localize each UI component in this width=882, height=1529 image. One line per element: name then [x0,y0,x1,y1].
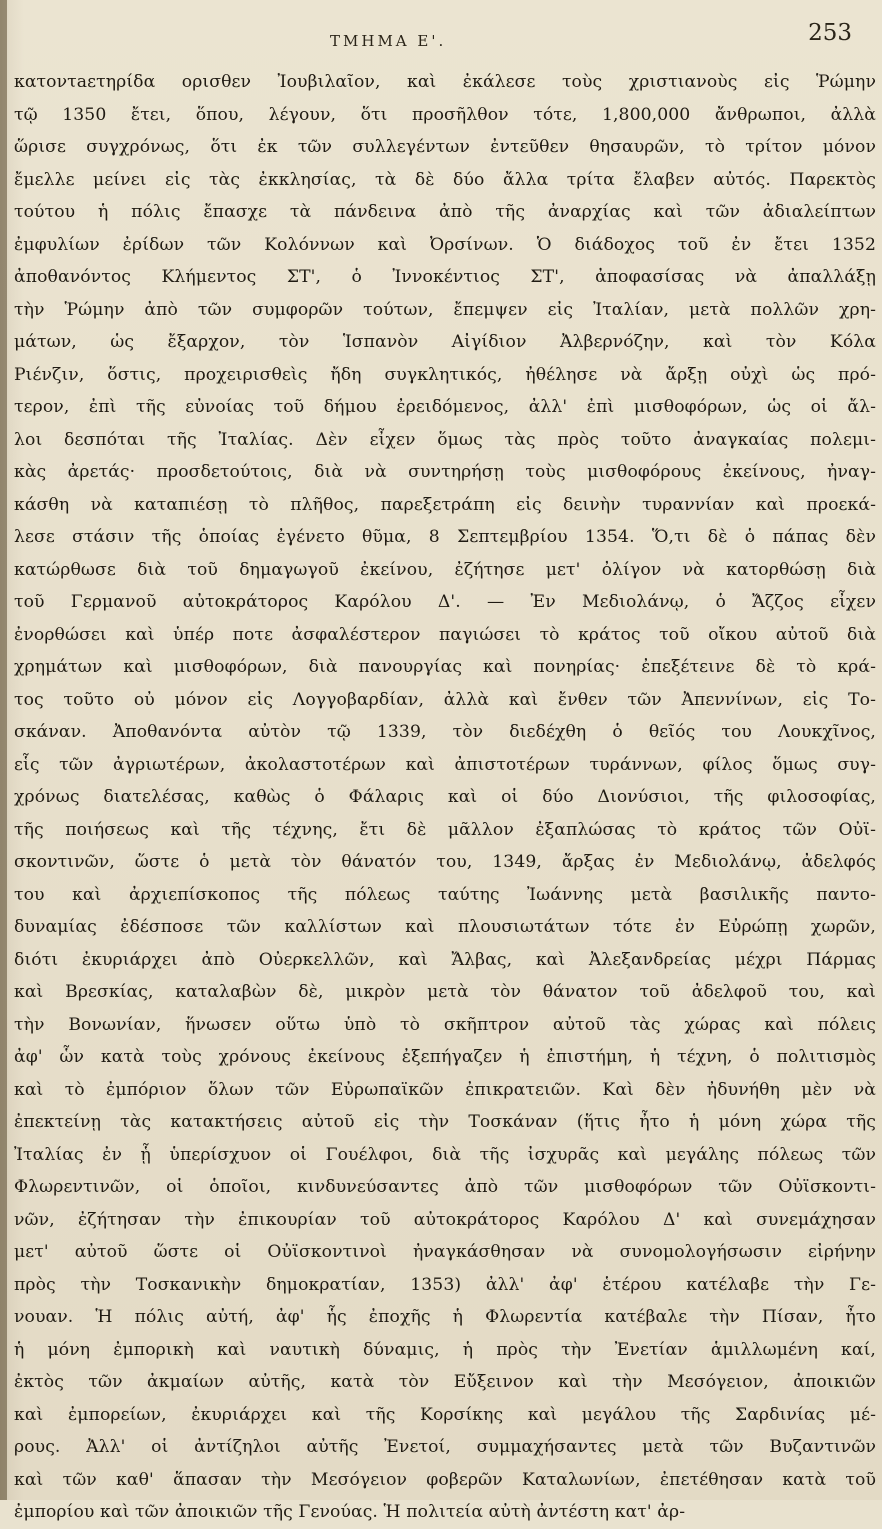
text-line: πρὸς τὴν Τοσκανικὴν δημοκρατίαν, 1353) ἀλλ' ἀφ' ἑτέρου κατέλαβε τὴν Γε- [14,1274,876,1295]
text-line: τερον, ἐπὶ τῆς εὐνοίας τοῦ δήμου ἐρειδόμενος, ἀλλ' ἐπὶ μισθοφόρων, ὡς οἱ ἄλ- [14,397,876,417]
text-line: ἐκτὸς τῶν ἀκμαίων αὐτῆς, κατὰ τὸν Εὔξεινον καὶ τὴν Μεσόγειον, ἀποικιῶν [14,1372,876,1392]
text-line: ἐμπορίου καὶ τῶν ἀποικιῶν τῆς Γενούας. Ἡ πολιτεία αὐτὴ ἀντέστη κατ' ἀρ- [14,1502,686,1522]
text-line: νουαν. Ἡ πόλις αὐτή, ἀφ' ἧς ἐποχῆς ἡ Φλωρεντία κατέβαλε τὴν Πίσαν, ἦτο [14,1307,876,1327]
text-line: λεσε στάσιν τῆς ὁποίας ἐγένετο θῦμα, 8 Σεπτεμβρίου 1354. Ὅ,τι δὲ ὁ πάπας δὲν [14,527,876,547]
text-line: καὶ ἐμπορείων, ἐκυριάρχει καὶ τῆς Κορσίκης καὶ μεγάλου τῆς Σαρδινίας μέ- [14,1404,876,1425]
text-line: λοι δεσπόται τῆς Ἰταλίας. Δὲν εἶχεν ὅμως τὰς πρὸς τοῦτο ἀναγκαίας πολεμι- [14,429,876,450]
text-line: χρημάτων καὶ μισθοφόρων, διὰ πανουργίας καὶ πονηρίας· ἐπεξέτεινε δὲ τὸ κρά- [14,657,876,677]
text-line: τῷ 1350 ἔτει, ὅπου, λέγουν, ὅτι προσῆλθον τότε, 1,800,000 ἄνθρωποι, ἀλλὰ [14,104,876,125]
text-line: τος τοῦτο οὐ μόνον εἰς Λογγοβαρδίαν, ἀλλὰ καὶ ἔνθεν τῶν Ἀπεννίνων, εἰς Το- [14,689,876,710]
text-line: δυναμίας ἐδέσποσε τῶν καλλίστων καὶ πλουσιωτάτων τότε ἐν Εὐρώπῃ χωρῶν, [14,917,876,937]
text-line: ρους. Ἀλλ' οἱ ἀντίζηλοι αὐτῆς Ἐνετοί, συμμαχήσαντες μετὰ τῶν Βυζαντινῶν [14,1437,876,1457]
text-line: ὥρισε συγχρόνως, ὅτι ἐκ τῶν συλλεγέντων ἐντεῦθεν θησαυρῶν, τὸ τρίτον μόνον [14,137,876,157]
text-line: καὶ Βρεσκίας, καταλαβὼν δὲ, μικρὸν μετὰ τὸν θάνατον τοῦ ἀδελφοῦ του, καὶ [14,982,876,1002]
text-line: ἐπεκτείνῃ τὰς κατακτήσεις αὐτοῦ εἰς τὴν Τοσκάναν (ἥτις ἦτο ἡ μόνη χώρα τῆς [14,1112,876,1132]
text-line: εἷς τῶν ἀγριωτέρων, ἀκολαστοτέρων καὶ ἀπιστοτέρων τυράννων, φίλος ὅμως συγ- [14,754,876,775]
text-line: Φλωρεντινῶν, οἱ ὁποῖοι, κινδυνεύσαντες ἀπὸ τῶν μισθοφόρων τῶν Οὐϊσκοντι- [14,1177,876,1197]
text-line: μάτων, ὡς ἔξαρχον, τὸν Ἱσπανὸν Αἰγίδιον Ἀλβερνόζην, καὶ τὸν Κόλα [14,332,876,352]
text-line: ἀποθανόντος Κλήμεντος ΣΤ', ὁ Ἰννοκέντιος ΣΤ', ἀποφασίσας νὰ ἀπαλλάξῃ [14,267,876,287]
text-line: Ἰταλίας ἐν ᾗ ὑπερίσχυον οἱ Γουέλφοι, διὰ τῆς ἰσχυρᾶς καὶ μεγάλης πόλεως τῶν [14,1144,876,1165]
text-line: ἀφ' ὧν κατὰ τοὺς χρόνους ἐκείνους ἐξεπήγαζεν ἡ ἐπιστήμη, ἡ τέχνη, ὁ πολιτισμὸς [14,1047,876,1067]
text-line: τοῦ Γερμανοῦ αὐτοκράτορος Καρόλου Δ'. — Ἐν Μεδιολάνῳ, ὁ Ἄζζος εἶχεν [14,592,876,612]
body-text [14,66,876,1529]
running-head: ΤΜΗΜΑ Ε'. [330,32,447,50]
text-line: ἐνορθώσει καὶ ὑπέρ ποτε ἀσφαλέστερον παγιώσει τὸ κράτος τοῦ οἴκου αὐτοῦ διὰ [14,624,876,645]
text-line: κατοντaετηρίδα ορισθεν Ἰουβιλαῖον, καὶ ἐκάλεσε τοὺς χριστιανοὺς εἰς Ῥώμην [14,72,876,92]
text-line: τὴν Βονωνίαν, ἥνωσεν οὕτω ὑπὸ τὸ σκῆπτρον αὐτοῦ τὰς χώρας καὶ πόλεις [14,1014,876,1035]
text-line: μετ' αὐτοῦ ὥστε οἱ Οὐϊσκοντινοὶ ἠναγκάσθησαν νὰ συνομολογήσωσιν εἰρήνην [14,1242,876,1262]
text-line: Ριένζιν, ὅστις, προχειρισθεὶς ἤδη συγκλητικός, ἠθέλησε νὰ ἄρξῃ οὐχὶ ὡς πρό- [14,364,876,385]
text-line: του καὶ ἀρχιεπίσκοπος τῆς πόλεως ταύτης Ἰωάννης μετὰ βασιλικῆς παντο- [14,884,876,905]
text-line: σκοντινῶν, ὥστε ὁ μετὰ τὸν θάνατόν του, 1349, ἄρξας ἐν Μεδιολάνῳ, ἀδελφός [14,852,876,872]
text-line: τούτου ἡ πόλις ἔπασχε τὰ πάνδεινα ἀπὸ τῆς ἀναρχίας καὶ τῶν ἀδιαλείπτων [14,202,876,222]
text-line: κάσθη νὰ καταπιέσῃ τὸ πλῆθος, παρεξετράπη εἰς δεινὴν τυραννίαν καὶ προεκά- [14,494,876,515]
text-line: ἐμφυλίων ἐρίδων τῶν Κολόννων καὶ Ὀρσίνων. Ὁ διάδοχος τοῦ ἐν ἔτει 1352 [14,234,876,255]
text-line: ἔμελλε μείνει εἰς τὰς ἐκκλησίας, τὰ δὲ δύο ἄλλα τρίτα ἔλαβεν αὐτός. Παρεκτὸς [14,169,876,190]
text-line: ἡ μόνη ἐμπορικὴ καὶ ναυτικὴ δύναμις, ἡ πρὸς τὴν Ἐνετίαν ἁμιλλωμένη καί, [14,1339,876,1360]
page-header [0,18,882,58]
text-line: χρόνως διατελέσας, καθὼς ὁ Φάλαρις καὶ οἱ δύο Διονύσιοι, τῆς φιλοσοφίας, [14,787,876,807]
page-binding-edge [0,0,7,1500]
text-line: καὶ τῶν καθ' ἅπασαν τὴν Μεσόγειον φοβερῶν Καταλωνίων, ἐπετέθησαν κατὰ τοῦ [14,1469,876,1490]
text-line: τῆς ποιήσεως καὶ τῆς τέχνης, ἔτι δὲ μᾶλλον ἐξαπλώσας τὸ κράτος τῶν Οὐϊ- [14,819,876,840]
text-line: κὰς ἀρετάς· προσδετούτοις, διὰ νὰ συντηρήσῃ τοὺς μισθοφόρους ἐκείνους, ἠναγ- [14,462,876,482]
text-line: καὶ τὸ ἐμπόριον ὅλων τῶν Εὐρωπαϊκῶν ἐπικρατειῶν. Καὶ δὲν ἠδυνήθη μὲν νὰ [14,1079,876,1100]
text-line: σκάναν. Ἀποθανόντα αὐτὸν τῷ 1339, τὸν διεδέχθη ὁ θεῖός του Λουκχῖνος, [14,722,876,742]
text-line: νῶν, ἐζήτησαν τὴν ἐπικουρίαν τοῦ αὐτοκράτορος Καρόλου Δ' καὶ συνεμάχησαν [14,1209,876,1230]
text-line: τὴν Ῥώμην ἀπὸ τῶν συμφορῶν τούτων, ἔπεμψεν εἰς Ἰταλίαν, μετὰ πολλῶν χρη- [14,299,876,320]
text-line: κατώρθωσε διὰ τοῦ δημαγωγοῦ ἐκείνου, ἐζήτησε μετ' ὀλίγον νὰ κατορθώσῃ διὰ [14,559,876,580]
page-number: 253 [808,20,852,46]
text-line: διότι ἐκυριάρχει ἀπὸ Οὐερκελλῶν, καὶ Ἄλβας, καὶ Ἀλεξανδρείας μέχρι Πάρμας [14,949,876,970]
